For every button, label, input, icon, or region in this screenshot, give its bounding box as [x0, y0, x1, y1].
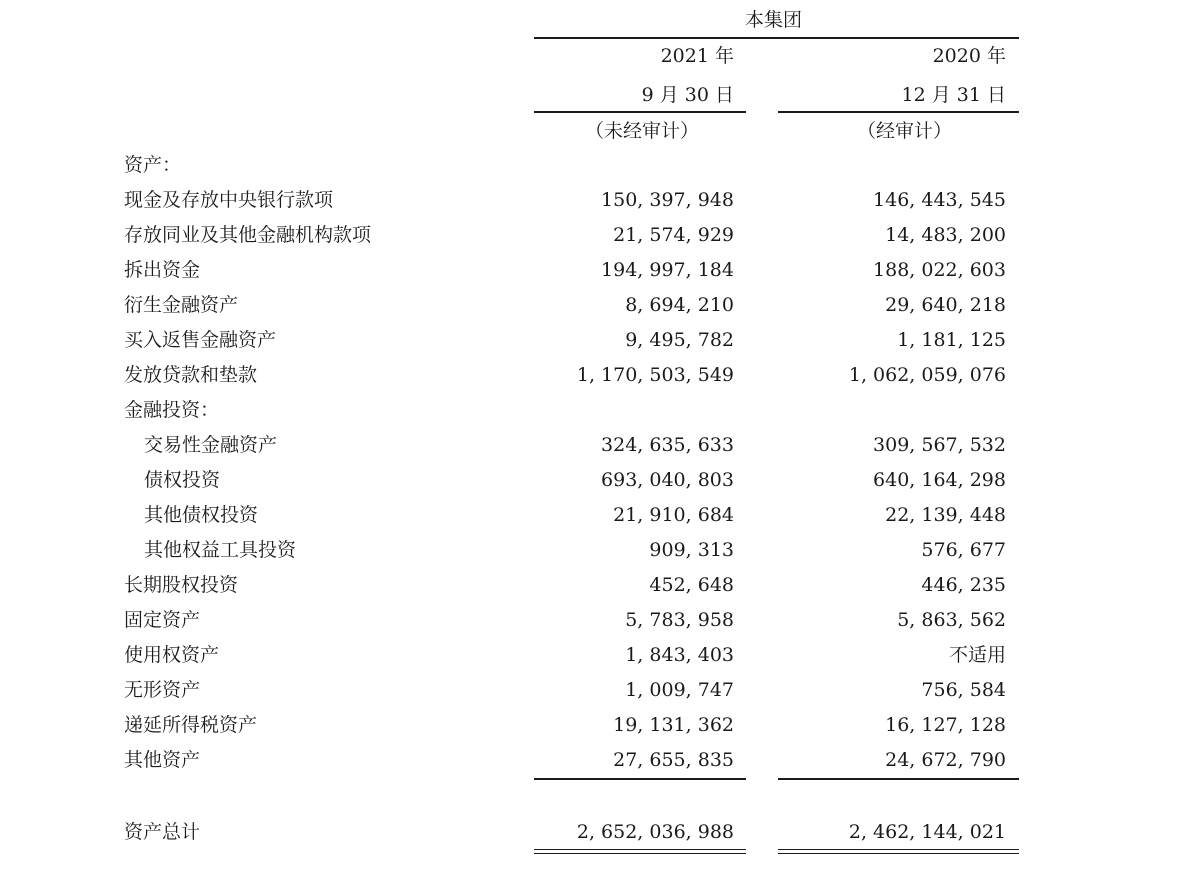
value-2020: 不适用 — [948, 644, 1006, 666]
value-2020: 446, 235 — [921, 574, 1006, 596]
value-2020: 1, 181, 125 — [897, 329, 1006, 351]
row-label: 递延所得税资产 — [124, 714, 258, 736]
table-row — [0, 533, 1200, 568]
table-row — [0, 428, 1200, 463]
value-2020: 14, 483, 200 — [885, 224, 1006, 246]
row-label: 债权投资 — [144, 469, 221, 491]
row-label: 拆出资金 — [124, 259, 201, 281]
value-2020: 188, 022, 603 — [873, 259, 1006, 281]
value-2021: 909, 313 — [649, 539, 734, 561]
row-label: 其他资产 — [124, 749, 201, 771]
table-row — [0, 463, 1200, 498]
value-2021: 27, 655, 835 — [613, 749, 734, 771]
value-2021: 19, 131, 362 — [613, 714, 734, 736]
col1-total-double-rule — [534, 849, 746, 854]
value-2021: 1, 009, 747 — [625, 679, 734, 701]
total-row — [0, 815, 1200, 850]
value-2020: 309, 567, 532 — [873, 434, 1006, 456]
table-row — [0, 323, 1200, 358]
row-label: 交易性金融资产 — [144, 434, 278, 456]
value-2020: 29, 640, 218 — [885, 294, 1006, 316]
section-heading-row — [0, 148, 1200, 183]
value-2020: 1, 062, 059, 076 — [848, 364, 1006, 386]
value-2021: 1, 843, 403 — [625, 644, 734, 666]
row-label: 发放贷款和垫款 — [124, 364, 258, 386]
row-label: 无形资产 — [124, 679, 201, 701]
table-row — [0, 253, 1200, 288]
col1-date-rule — [534, 111, 746, 113]
table-row — [0, 603, 1200, 638]
value-2020: 24, 672, 790 — [885, 749, 1006, 771]
row-label: 金融投资： — [124, 399, 220, 421]
value-2021: 150, 397, 948 — [601, 189, 734, 211]
table-row — [0, 638, 1200, 673]
total-label: 资产总计 — [124, 821, 201, 843]
row-label: 资产： — [124, 154, 182, 176]
value-2021: 21, 910, 684 — [613, 504, 734, 526]
value-2020: 146, 443, 545 — [873, 189, 1006, 211]
total-2020: 2, 462, 144, 021 — [848, 821, 1006, 843]
value-2020: 640, 164, 298 — [873, 469, 1006, 491]
value-2020: 22, 139, 448 — [885, 504, 1006, 526]
row-label: 其他权益工具投资 — [144, 539, 297, 561]
col2-subtotal-rule — [778, 778, 1019, 780]
col2-audit-note: （经审计） — [857, 120, 953, 142]
row-label: 使用权资产 — [124, 644, 220, 666]
value-2020: 756, 584 — [921, 679, 1006, 701]
col1-audit-note: （未经审计） — [585, 120, 700, 142]
table-row — [0, 358, 1200, 393]
col2-year: 2020 年 — [932, 45, 1006, 67]
table-row — [0, 568, 1200, 603]
table-row — [0, 743, 1200, 778]
col1-date: 9 月 30 日 — [641, 84, 734, 106]
table-row — [0, 218, 1200, 253]
row-label: 长期股权投资 — [124, 574, 239, 596]
table-row — [0, 288, 1200, 323]
value-2021: 5, 783, 958 — [625, 609, 734, 631]
group-title: 本集团 — [745, 9, 803, 31]
value-2020: 576, 677 — [921, 539, 1006, 561]
value-2020: 16, 127, 128 — [885, 714, 1006, 736]
value-2021: 452, 648 — [649, 574, 734, 596]
col1-subtotal-rule — [534, 778, 746, 780]
col1-year: 2021 年 — [660, 45, 734, 67]
row-label: 固定资产 — [124, 609, 201, 631]
table-row — [0, 708, 1200, 743]
section-heading-row — [0, 393, 1200, 428]
table-row — [0, 498, 1200, 533]
row-label: 其他债权投资 — [144, 504, 259, 526]
value-2020: 5, 863, 562 — [897, 609, 1006, 631]
row-label: 衍生金融资产 — [124, 294, 239, 316]
header-rule — [534, 37, 1019, 39]
value-2021: 324, 635, 633 — [601, 434, 734, 456]
col2-total-double-rule — [778, 849, 1019, 854]
value-2021: 693, 040, 803 — [601, 469, 734, 491]
value-2021: 21, 574, 929 — [613, 224, 734, 246]
value-2021: 8, 694, 210 — [625, 294, 734, 316]
value-2021: 1, 170, 503, 549 — [576, 364, 734, 386]
value-2021: 9, 495, 782 — [625, 329, 734, 351]
value-2021: 194, 997, 184 — [601, 259, 734, 281]
col2-date: 12 月 31 日 — [901, 84, 1006, 106]
table-row — [0, 183, 1200, 218]
row-label: 存放同业及其他金融机构款项 — [124, 224, 372, 246]
row-label: 现金及存放中央银行款项 — [124, 189, 334, 211]
total-2021: 2, 652, 036, 988 — [576, 821, 734, 843]
row-label: 买入返售金融资产 — [124, 329, 277, 351]
table-row — [0, 673, 1200, 708]
col2-date-rule — [778, 111, 1019, 113]
